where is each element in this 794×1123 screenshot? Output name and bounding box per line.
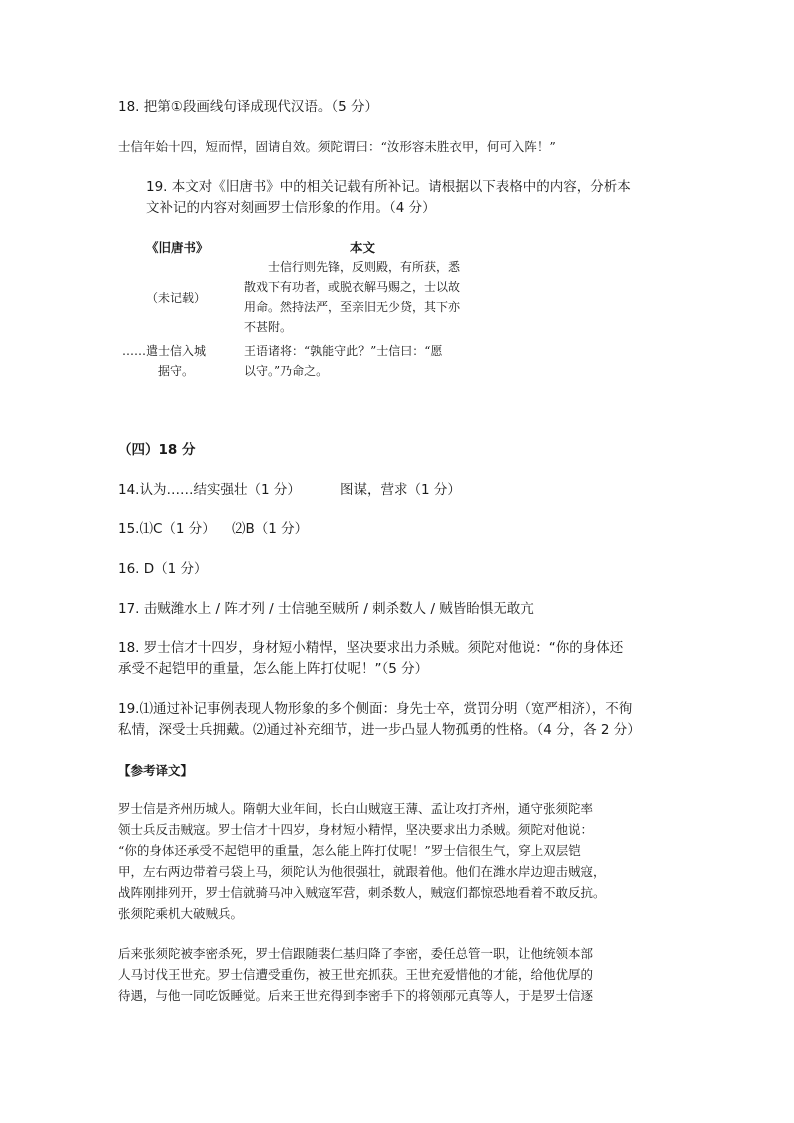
q19-prompt-line1: 19. 本文对《旧唐书》中的相关记载有所补记。请根据以下表格中的内容，分析本: [146, 179, 631, 195]
table-row1-right-line4: 不甚附。: [244, 320, 293, 334]
table-row2-left-line1: ……遣士信入城: [122, 344, 207, 358]
table-row2-left-line2: 据守。: [158, 364, 195, 378]
translation-p1-line2: 领士兵反击贼寇。罗士信才十四岁，身材短小精悍，坚决要求出力杀贼。须陀对他说：: [118, 822, 594, 837]
table-header-benwen: 本文: [350, 240, 376, 255]
table-row1-right-line3: 用命。然持法严，至亲旧无少贷，其下亦: [244, 300, 461, 314]
table-row1-left: （未记载）: [146, 291, 207, 305]
translation-p1-line1: 罗士信是齐州历城人。隋朝大业年间，长白山贼寇王薄、孟让攻打齐州，通守张须陀率: [118, 801, 594, 816]
answer-18-line2: 承受不起铠甲的重量，怎么能上阵打仗呢！”（5 分）: [118, 661, 429, 677]
answers-section-title: （四）18 分: [118, 442, 196, 458]
answer-14-part1: 14.认为……结实强壮（1 分）: [118, 482, 301, 498]
answer-15-part1: 15.⑴C（1 分）: [118, 521, 216, 537]
translation-title: 【参考译文】: [118, 763, 194, 778]
table-row1-right-line1: 士信行则先锋，反则殿，有所获，悉: [268, 260, 461, 274]
answer-18-line1: 18. 罗士信才十四岁，身材短小精悍，坚决要求出力杀贼。须陀对他说：“你的身体还: [118, 640, 624, 656]
answer-19-line1: 19.⑴通过补记事例表现人物形象的多个侧面：身先士卒，赏罚分明（宽严相济），不徇: [118, 701, 633, 717]
translation-p1-line5: 战阵刚排列开，罗士信就骑马冲入贼寇军营，刺杀数人，贼寇们都惊恐地看着不敢反抗。: [118, 885, 606, 900]
answer-16: 16. D（1 分）: [118, 561, 208, 577]
translation-p2-line2: 人马讨伐王世充。罗士信遭受重伤，被王世充抓获。王世充爱惜他的才能，给他优厚的: [118, 967, 594, 982]
table-row2-right-line2: 以守。”乃命之。: [244, 364, 329, 378]
table-row2-right-line1: 王语诸将：“孰能守此？”士信曰：“愿: [244, 344, 443, 358]
translation-p1-line6: 张须陀乘机大破贼兵。: [118, 906, 244, 921]
translation-p1-line3: “你的身体还承受不起铠甲的重量，怎么能上阵打仗呢！”罗士信很生气，穿上双层铠: [118, 843, 581, 858]
q18-sentence: 士信年始十四，短而悍，固请自效。须陀谓曰：“汝形容未胜衣甲，何可入阵！”: [118, 139, 556, 154]
answer-15-part2: ⑵B（1 分）: [232, 521, 309, 537]
translation-p2-line1: 后来张须陀被李密杀死，罗士信跟随裴仁基归降了李密，委任总管一职，让他统领本部: [118, 946, 594, 961]
table-header-jiutangshu: 《旧唐书》: [146, 240, 209, 255]
answer-17: 17. 击贼潍水上 / 阵才列 / 士信驰至贼所 / 刺杀数人 / 贼皆眙惧无敢亢: [118, 601, 534, 617]
answer-14-part2: 图谋，营求（1 分）: [340, 482, 461, 498]
table-row1-right-line2: 散戏下有功者，或脱衣解马赐之，士以故: [244, 280, 461, 294]
translation-p1-line4: 甲，左右两边带着弓袋上马，须陀认为他很强壮，就跟着他。他们在潍水岸边迎击贼寇，: [118, 864, 606, 879]
answer-19-line2: 私情，深受士兵拥戴。⑵通过补充细节，进一步凸显人物孤勇的性格。（4 分，各 2 分）: [118, 722, 641, 738]
q19-prompt-line2: 文补记的内容对刻画罗士信形象的作用。（4 分）: [146, 200, 436, 216]
translation-p2-line3: 待遇，与他一同吃饭睡觉。后来王世充得到李密手下的将领邴元真等人，于是罗士信逐: [118, 988, 594, 1003]
q18-prompt: 18. 把第①段画线句译成现代汉语。（5 分）: [118, 99, 378, 115]
